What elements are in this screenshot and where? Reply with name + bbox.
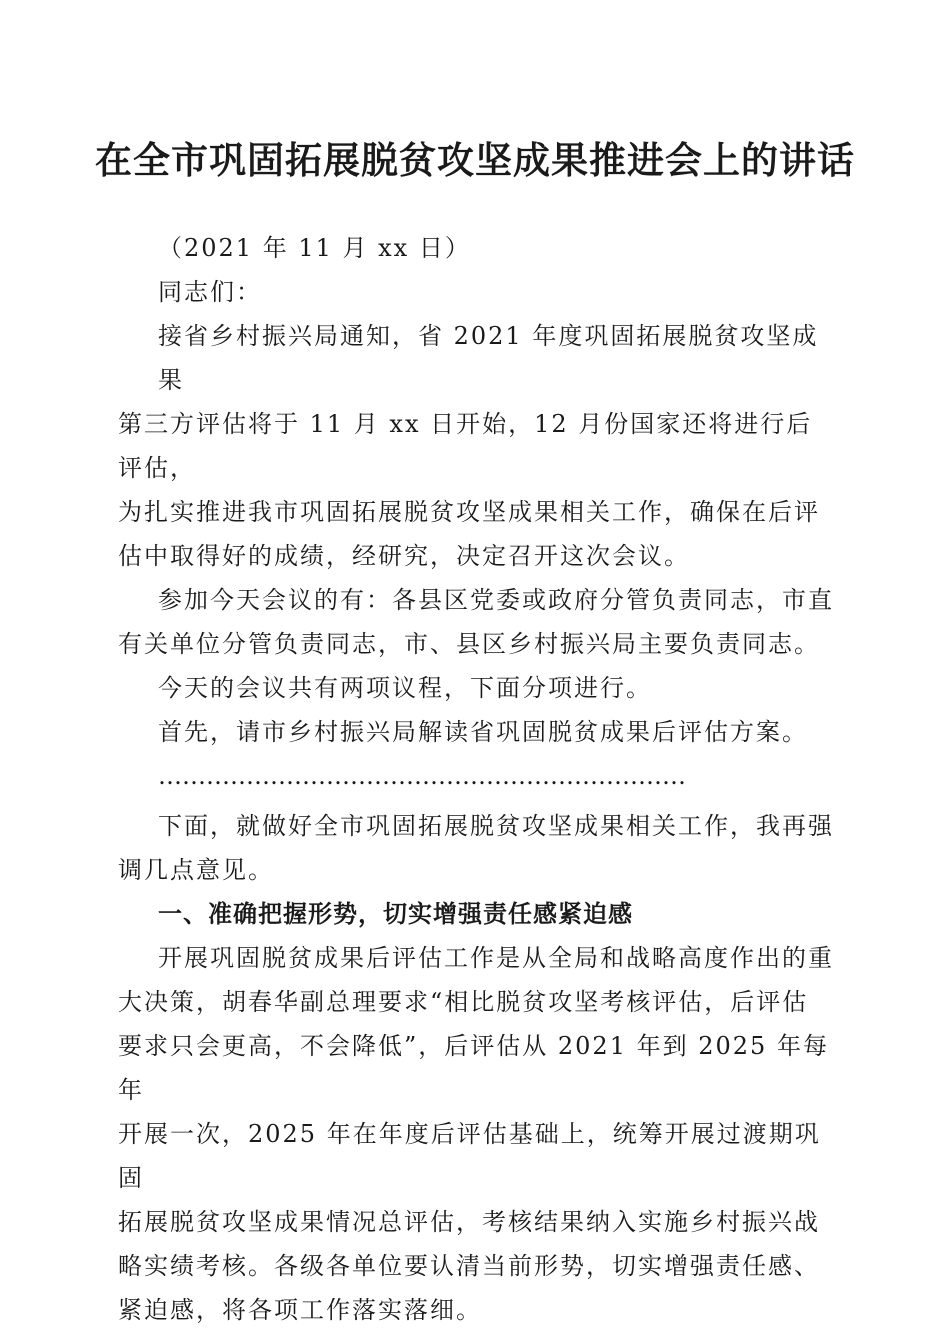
section-heading-1: 一、准确把握形势，切实增强责任感紧迫感: [158, 900, 633, 928]
paragraph-attendees: [118, 578, 834, 666]
paragraph-opinions: [118, 804, 834, 892]
paragraph-line: 调几点意见。: [118, 856, 274, 884]
paragraph-first-item: [118, 710, 834, 754]
paragraph-line: 拓展脱贫攻坚成果情况总评估，考核结果纳入实施乡村振兴战: [118, 1208, 820, 1236]
paragraph-line: 要求只会更高，不会降低”，后评估从 2021 年到 2025 年每年: [118, 1032, 829, 1104]
speech-date: （2021 年 11 月 xx 日）: [158, 234, 471, 262]
paragraph-line: 为扎实推进我市巩固拓展脱贫攻坚成果相关工作，确保在后评: [118, 498, 820, 526]
ellipsis-separator: …………………………………………………………: [158, 762, 686, 790]
paragraph-line: 首先，请市乡村振兴局解读省巩固脱贫成果后评估方案。: [158, 718, 808, 746]
paragraph-line: 今天的会议共有两项议程，下面分项进行。: [158, 674, 652, 702]
paragraph-line: 开展一次，2025 年在年度后评估基础上，统筹开展过渡期巩固: [118, 1120, 821, 1192]
paragraph-line: 下面，就做好全市巩固拓展脱贫攻坚成果相关工作，我再强: [158, 812, 834, 840]
paragraph-line: 紧迫感，将各项工作落实落细。: [118, 1296, 482, 1324]
paragraph-evaluation: [118, 936, 834, 1332]
paragraph-line: 估中取得好的成绩，经研究，决定召开这次会议。: [118, 542, 690, 570]
paragraph-line: 有关单位分管负责同志，市、县区乡村振兴局主要负责同志。: [118, 630, 820, 658]
paragraph-line: 开展巩固脱贫成果后评估工作是从全局和战略高度作出的重: [158, 944, 834, 972]
document-body: [118, 226, 834, 1332]
paragraph-notice: [118, 314, 834, 578]
paragraph-line: 接省乡村振兴局通知，省 2021 年度巩固拓展脱贫攻坚成果: [158, 322, 819, 394]
document-title: 在全市巩固拓展脱贫攻坚成果推进会上的讲话: [95, 138, 855, 182]
salutation: 同志们：: [158, 278, 262, 306]
paragraph-agenda: [118, 666, 834, 710]
paragraph-line: 第三方评估将于 11 月 xx 日开始，12 月份国家还将进行后评估，: [118, 410, 813, 482]
paragraph-line: 大决策，胡春华副总理要求“相比脱贫攻坚考核评估，后评估: [118, 988, 809, 1016]
paragraph-line: 参加今天会议的有：各县区党委或政府分管负责同志，市直: [158, 586, 834, 614]
paragraph-line: 略实绩考核。各级各单位要认清当前形势，切实增强责任感、: [118, 1252, 820, 1280]
